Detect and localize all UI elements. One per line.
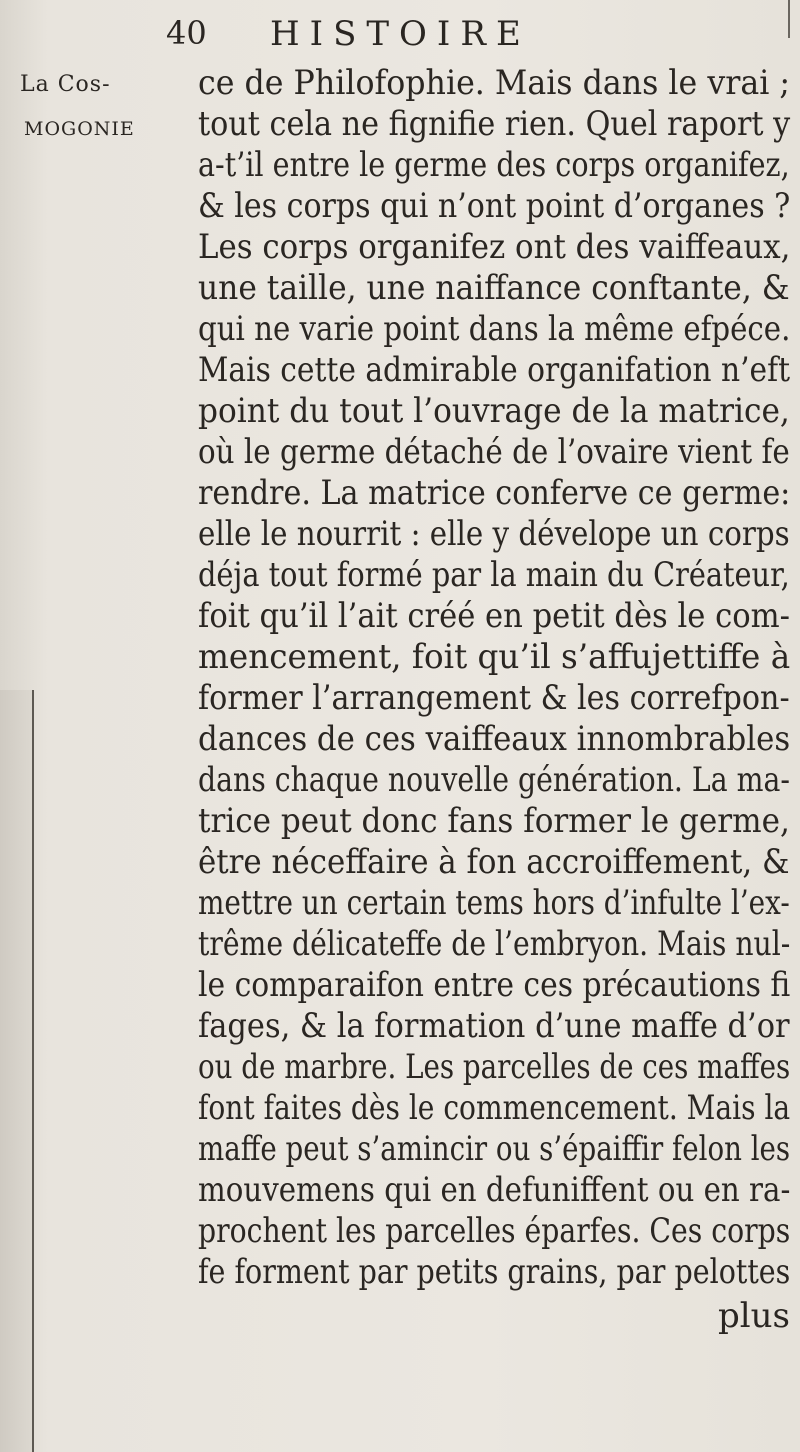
text-line: fages, & la formation d’une maffe d’or <box>198 1006 790 1046</box>
text-line: ce de Philofophie. Mais dans le vrai ; <box>198 63 791 103</box>
text-line: foit qu’il l’ait créé en petit dès le com- <box>198 596 790 636</box>
text-line: le comparaifon entre ces précautions fi <box>198 965 791 1005</box>
margin-note <box>20 62 190 152</box>
catchword: plus <box>718 1296 790 1336</box>
text-line: dances de ces vaiffeaux innombrables <box>198 719 791 759</box>
text-line: & les corps qui n’ont point d’organes ? <box>198 186 791 226</box>
text-line: trême délicateffe de l’embryon. Mais nul- <box>198 924 791 964</box>
text-line: rendre. La matrice conferve ce germe: <box>198 473 791 513</box>
text-line: mencement, foit qu’il s’affujettiffe à <box>198 637 791 677</box>
text-line: tout cela ne fignifie rien. Quel raport y <box>198 104 791 144</box>
text-line: mouvemens qui en defuniffent ou en ra- <box>198 1170 791 1210</box>
text-line: où le germe détaché de l’ovaire vient fe <box>198 432 790 472</box>
text-line: dans chaque nouvelle génération. La ma- <box>198 760 790 800</box>
text-line: qui ne varie point dans la même efpéce. <box>198 309 791 349</box>
page-edge-shadow <box>0 690 34 1452</box>
margin-note-line: La Cos- <box>20 72 111 97</box>
text-line: point du tout l’ouvrage de la matrice, <box>198 391 790 431</box>
text-line: mettre un certain tems hors d’infulte l’ex- <box>198 883 790 923</box>
text-line: former l’arrangement & les correfpon- <box>198 678 790 718</box>
text-line: être néceffaire à fon accroiffement, & <box>198 842 790 882</box>
running-head-title: HISTOIRE <box>270 14 531 54</box>
text-line: prochent les parcelles éparfes. Ces corps <box>198 1211 791 1251</box>
text-line: a-t’il entre le germe des corps organifez, <box>198 145 790 185</box>
text-line: ou de marbre. Les parcelles de ces maffes <box>198 1047 791 1087</box>
text-line: fe forment par petits grains, par pelottes <box>198 1252 791 1292</box>
page-number: 40 <box>166 14 207 52</box>
text-line: une taille, une naiffance conftante, & <box>198 268 790 308</box>
text-line: Les corps organifez ont des vaiffeaux, <box>198 227 791 267</box>
running-head <box>0 14 800 58</box>
text-line: trice peut donc fans former le germe, <box>198 801 790 841</box>
text-line: déja tout formé par la main du Créateur, <box>198 555 790 595</box>
text-line: font faites dès le commencement. Mais la <box>198 1088 791 1128</box>
text-line: maffe peut s’amincir ou s’épaiffir felon les <box>198 1129 791 1169</box>
margin-note-line: MOGONIE <box>24 118 135 140</box>
text-line: elle le nourrit : elle y dévelope un corps <box>198 514 790 554</box>
text-line: Mais cette admirable organifation n’eft <box>198 350 791 390</box>
